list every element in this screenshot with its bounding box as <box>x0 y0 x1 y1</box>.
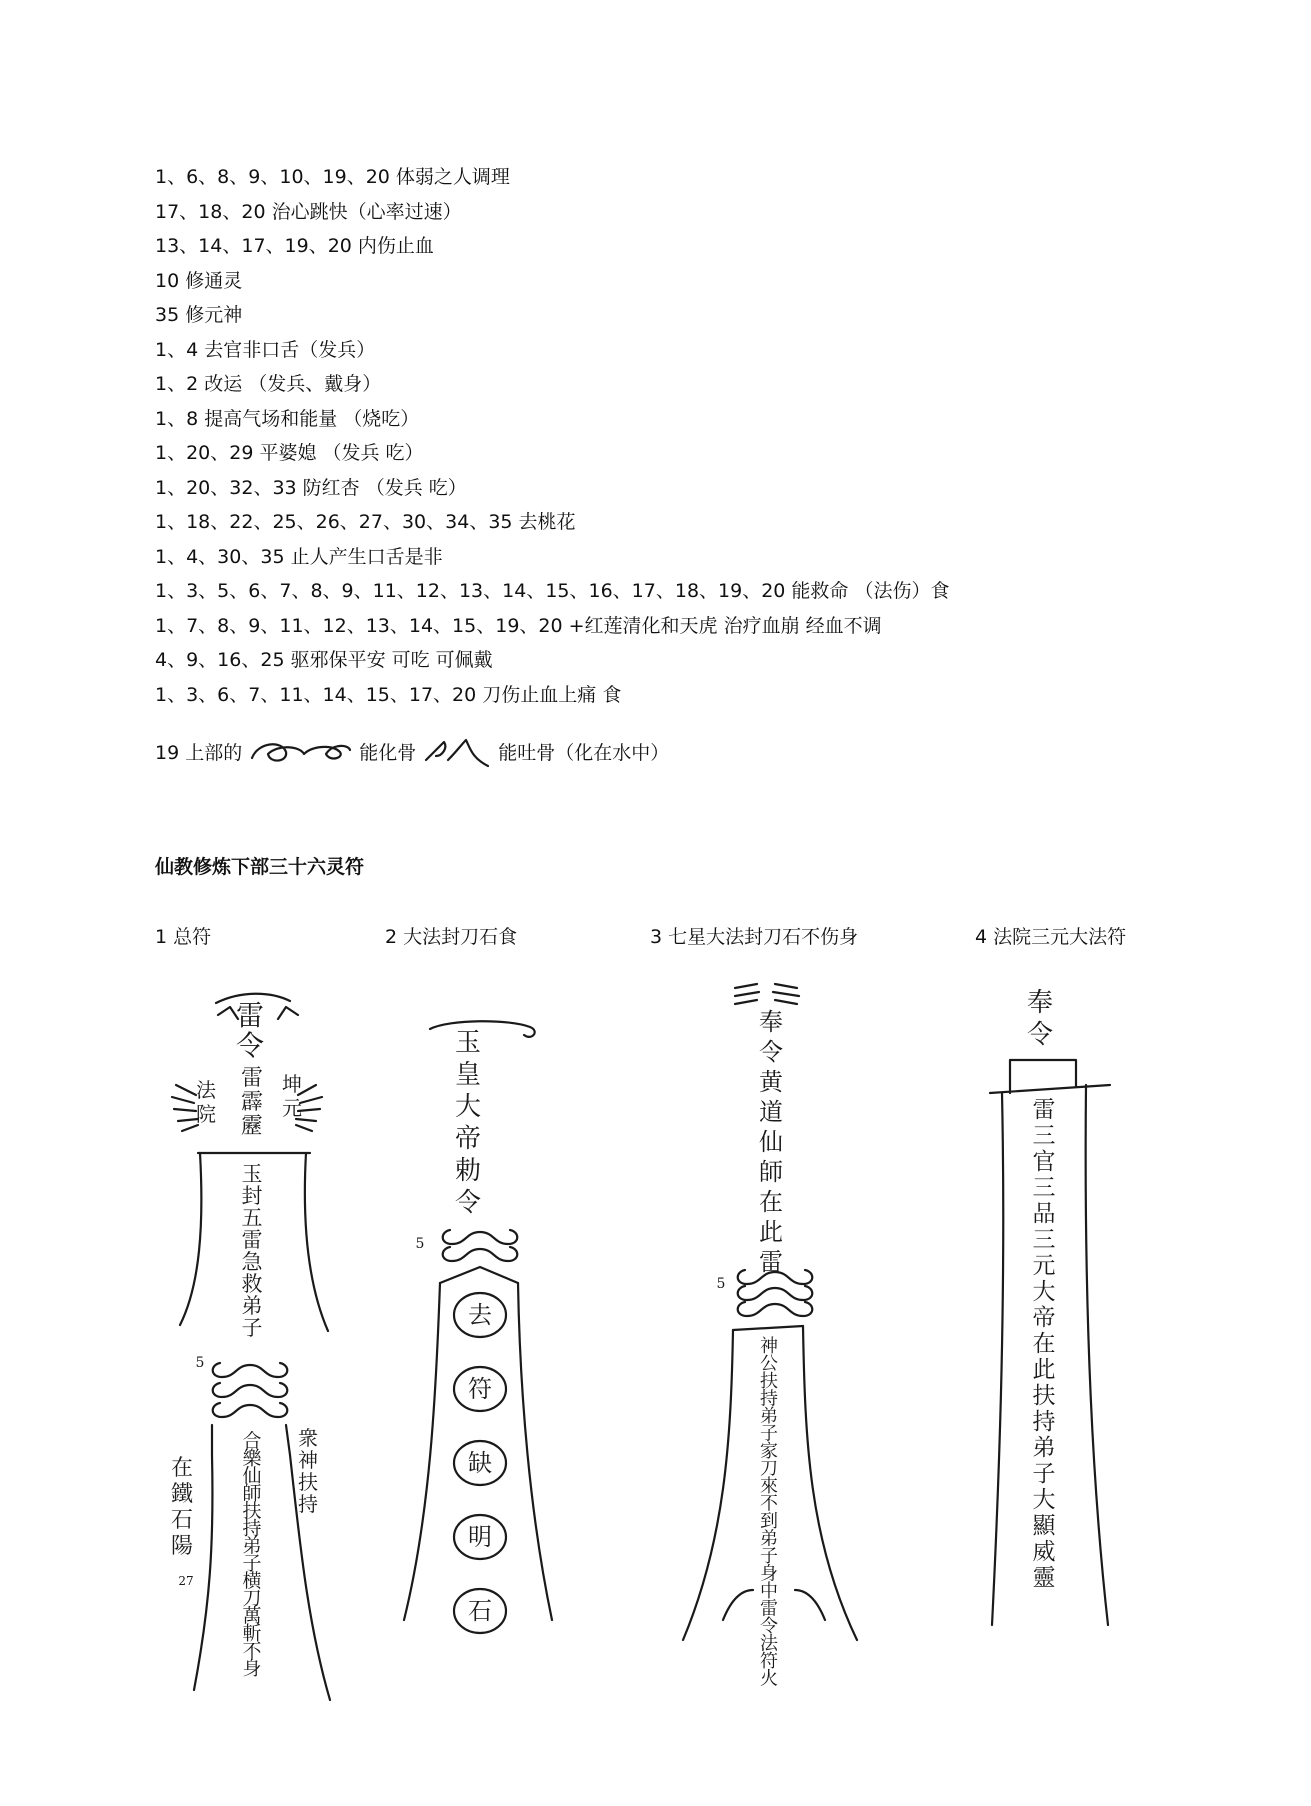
talisman-glyph: 石 <box>468 1597 492 1625</box>
talisman-glyph: 仙 <box>242 1465 262 1487</box>
talisman-glyph: 扶 <box>242 1500 262 1522</box>
talisman-glyph: 三 <box>1032 1227 1056 1253</box>
talisman-glyph: 霹 <box>240 1090 264 1115</box>
talisman-glyph: 帝 <box>454 1124 482 1154</box>
talisman-glyph: 扶 <box>298 1470 318 1494</box>
talisman-glyph: 子 <box>241 1316 263 1340</box>
talisman-glyph: 來 <box>760 1476 778 1497</box>
talisman-glyph: 玉 <box>454 1028 482 1058</box>
talisman-glyph: 子 <box>242 1552 262 1575</box>
talisman-glyph: 令 <box>454 1188 482 1218</box>
talisman-glyph: 扶 <box>760 1371 778 1392</box>
talisman-glyph: 家 <box>760 1441 778 1462</box>
talisman-label: 4 法院三元大法符 <box>975 926 1127 948</box>
talisman-glyph: 符 <box>760 1651 778 1672</box>
talisman-glyph: 陽 <box>170 1534 194 1559</box>
talisman-glyph: 雷 <box>235 999 265 1032</box>
talisman-glyph: 缺 <box>468 1449 492 1477</box>
talisman-glyph: 黄 <box>759 1068 783 1096</box>
talisman-glyph: 令 <box>235 1029 265 1062</box>
talisman-glyph: 石 <box>170 1508 194 1533</box>
remedy-line: 1、20、32、33 防红杏 （发兵 吃） <box>155 476 467 499</box>
talisman-glyph: 師 <box>759 1158 783 1186</box>
remedy-line: 1、8 提高气场和能量 （烧吃） <box>155 407 420 430</box>
talisman-label: 2 大法封刀石食 <box>385 926 518 948</box>
talisman-glyph: 樂 <box>242 1447 262 1470</box>
remedy-line: 1、2 改运 （发兵、戴身） <box>155 373 382 395</box>
talisman-glyph: 身 <box>242 1657 262 1680</box>
talisman-glyph: 神 <box>298 1448 318 1472</box>
talisman-glyph: 神 <box>760 1336 778 1357</box>
talisman-glyph: 公 <box>760 1353 778 1375</box>
scribble-glyph-icon <box>248 736 353 770</box>
talisman-glyph: 子 <box>1032 1461 1056 1487</box>
talisman-glyph: 此 <box>759 1218 783 1246</box>
talisman-glyph: 合 <box>242 1430 262 1452</box>
remedy-line: 17、18、20 治心跳快（心率过速） <box>155 200 462 223</box>
talisman-glyph: 萬 <box>242 1605 262 1627</box>
talisman-glyph: 奉 <box>759 1008 783 1036</box>
talisman-glyph: 法 <box>196 1078 216 1102</box>
talisman-label: 1 总符 <box>155 926 212 948</box>
talisman-glyph: 持 <box>298 1492 318 1516</box>
remedy-line: 13、14、17、19、20 内伤止血 <box>155 235 434 257</box>
talisman-glyph: 雷 <box>759 1248 783 1276</box>
talisman-glyph: 仙 <box>759 1128 783 1156</box>
talisman-glyph: 靂 <box>240 1114 264 1139</box>
talisman-glyph: 坤 <box>282 1072 302 1096</box>
talisman-glyph: 令 <box>759 1038 783 1066</box>
talisman-glyph: 救 <box>241 1272 263 1296</box>
talisman-glyph: 在 <box>1032 1331 1056 1357</box>
talisman-glyph: 雷 <box>240 1066 264 1091</box>
remedy-line: 1、3、6、7、11、14、15、17、20 刀伤止血上痛 食 <box>155 683 622 706</box>
talisman-glyph: 去 <box>468 1301 492 1329</box>
remedy-line: 1、7、8、9、11、12、13、14、15、19、20 +红莲清化和天虎 治疗血崩 经血不调 <box>155 614 882 637</box>
remedy-line: 1、3、5、6、7、8、9、11、12、13、14、15、16、17、18、19、20 能救命 （法伤）食 <box>155 580 950 602</box>
talisman-glyph: 此 <box>1032 1357 1056 1383</box>
talisman-glyph: 玉 <box>241 1162 263 1186</box>
talisman-glyph: 刀 <box>242 1587 262 1610</box>
talisman-glyph: 持 <box>760 1388 778 1410</box>
talisman-glyph: 雷 <box>241 1228 263 1252</box>
talisman-glyph: 不 <box>242 1640 262 1662</box>
talisman-glyph: 元 <box>1032 1253 1056 1279</box>
talisman-glyph: 在 <box>170 1456 194 1481</box>
talisman-glyph: 不 <box>760 1493 778 1515</box>
talisman-glyph: 品 <box>1032 1201 1056 1227</box>
talisman-glyph: 師 <box>242 1482 262 1505</box>
talisman-glyph: 中 <box>760 1581 778 1602</box>
talisman-glyph: 持 <box>1032 1409 1056 1435</box>
talisman-glyph: 勅 <box>454 1156 482 1186</box>
talisman-glyph: 顯 <box>1032 1513 1056 1539</box>
talisman-glyph: 道 <box>759 1098 783 1126</box>
talisman-glyph: 弟 <box>241 1294 263 1318</box>
remedy-line: 1、20、29 平婆媳 （发兵 吃） <box>155 442 424 464</box>
section-title: 仙教修炼下部三十六灵符 <box>155 856 365 878</box>
line19-prefix: 19 上部的 <box>155 742 243 764</box>
talisman-mark: 5 <box>716 1276 726 1292</box>
talisman-glyph: 急 <box>241 1250 263 1274</box>
remedy-line: 1、4 去官非口舌（发兵） <box>155 338 376 361</box>
remedy-line: 1、18、22、25、26、27、30、34、35 去桃花 <box>155 511 576 533</box>
remedy-line: 4、9、16、25 驱邪保平安 可吃 可佩戴 <box>155 649 493 671</box>
talisman-glyph: 三 <box>1032 1175 1056 1201</box>
line19-suffix: 能吐骨（化在水中） <box>498 742 670 764</box>
talisman-glyph: 帝 <box>1032 1305 1056 1331</box>
talisman-glyph: 子 <box>760 1423 778 1445</box>
talisman-glyph: 威 <box>1032 1539 1056 1565</box>
talisman-glyph: 院 <box>196 1102 216 1126</box>
talisman-glyph: 令 <box>1026 1020 1054 1050</box>
talisman-glyph: 弟 <box>760 1406 778 1427</box>
talisman-glyph: 扶 <box>1032 1383 1056 1409</box>
remedy-line: 10 修通灵 <box>155 269 243 292</box>
talisman-glyph: 雷 <box>1032 1097 1056 1123</box>
talisman-glyph: 在 <box>759 1188 783 1216</box>
talisman-mark: 5 <box>195 1355 205 1371</box>
talisman-glyph: 令 <box>760 1616 778 1637</box>
line19-middle: 能化骨 <box>359 742 417 764</box>
talisman-2-drawing <box>400 1015 570 1635</box>
remedy-list <box>155 160 1235 712</box>
talisman-glyph: 弟 <box>242 1535 262 1557</box>
talisman-glyph: 雷 <box>760 1598 778 1620</box>
scribble-glyph-icon <box>422 736 492 770</box>
talisman-glyph: 大 <box>1032 1279 1056 1305</box>
talisman-glyph: 奉 <box>1026 988 1054 1018</box>
talisman-glyph: 鐵 <box>170 1482 194 1507</box>
talisman-glyph: 元 <box>282 1096 302 1120</box>
talisman-glyph: 五 <box>241 1206 263 1230</box>
talisman-1-drawing <box>160 985 340 1705</box>
talisman-glyph: 大 <box>1032 1487 1056 1513</box>
talisman-glyph: 到 <box>760 1511 778 1532</box>
remedy-line-19 <box>155 733 669 773</box>
talisman-glyph: 符 <box>468 1375 492 1403</box>
talisman-glyph: 弟 <box>760 1528 778 1550</box>
talisman-mark: 5 <box>415 1236 425 1252</box>
talisman-glyph: 身 <box>760 1563 778 1585</box>
talisman-glyph: 斬 <box>242 1622 262 1645</box>
talisman-glyph: 弟 <box>1032 1435 1056 1461</box>
talisman-glyph: 持 <box>242 1517 262 1540</box>
talisman-glyph: 靈 <box>1032 1565 1056 1591</box>
talisman-glyph: 子 <box>760 1546 778 1567</box>
talisman-glyph: 三 <box>1032 1123 1056 1149</box>
talisman-3-drawing <box>675 980 865 1700</box>
talisman-glyph: 横 <box>242 1570 262 1592</box>
talisman-glyph: 火 <box>760 1668 778 1690</box>
talisman-4-drawing <box>980 985 1140 1635</box>
talisman-glyph: 法 <box>760 1633 778 1655</box>
talisman-glyph: 明 <box>468 1523 492 1551</box>
remedy-line: 1、6、8、9、10、19、20 体弱之人调理 <box>155 166 510 188</box>
remedy-line: 35 修元神 <box>155 304 243 326</box>
talisman-glyph: 皇 <box>454 1060 482 1090</box>
talisman-glyph: 刀 <box>760 1458 778 1480</box>
talisman-glyph: 封 <box>241 1184 263 1208</box>
talisman-label: 3 七星大法封刀石不伤身 <box>650 926 859 948</box>
talisman-mark: 27 <box>178 1574 194 1588</box>
talisman-glyph: 大 <box>454 1092 482 1122</box>
talisman-glyph: 官 <box>1032 1149 1056 1175</box>
remedy-line: 1、4、30、35 止人产生口舌是非 <box>155 545 443 568</box>
talisman-glyph: 衆 <box>298 1426 318 1450</box>
